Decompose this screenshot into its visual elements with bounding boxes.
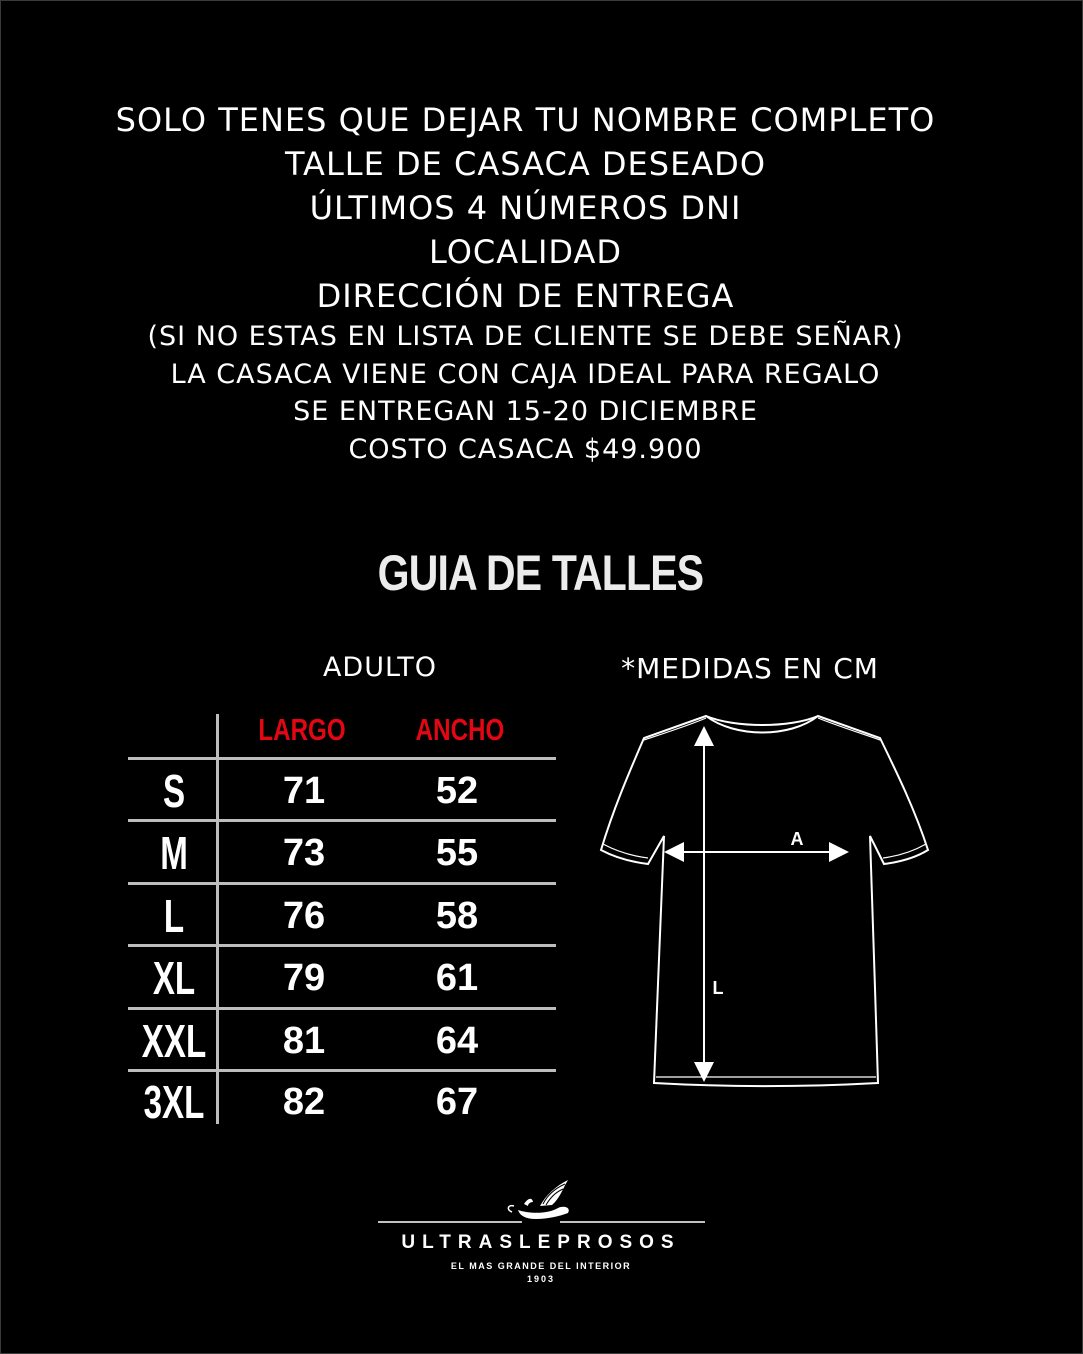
adult-label: ADULTO (322, 652, 438, 683)
tshirt-measurement-diagram (590, 708, 940, 1098)
size-label: XXL (141, 1015, 207, 1067)
table-row (0, 824, 600, 886)
largo-value: 76 (282, 895, 326, 937)
size-label: XL (152, 952, 196, 1004)
size-label: L (163, 890, 185, 942)
brand-tagline: EL MAS GRANDE DEL INTERIOR (450, 1261, 632, 1271)
column-header-ancho: ANCHO (415, 712, 505, 747)
instruction-line: DIRECCIÓN DE ENTREGA (316, 277, 735, 315)
ancho-value: 58 (435, 895, 479, 937)
size-label: 3XL (143, 1076, 205, 1128)
largo-value: 82 (282, 1081, 326, 1123)
ancho-value: 52 (435, 770, 479, 812)
largo-value: 79 (282, 957, 326, 999)
table-row (0, 887, 600, 949)
size-label: S (162, 765, 186, 817)
size-guide-title: GUIA DE TALLES (377, 545, 704, 601)
units-note: *MEDIDAS EN CM (621, 652, 879, 685)
order-instructions (0, 98, 1051, 468)
largo-value: 71 (282, 770, 326, 812)
largo-value: 73 (282, 832, 326, 874)
instruction-line: ÚLTIMOS 4 NÚMEROS DNI (309, 189, 742, 227)
instruction-line: TALLE DE CASACA DESEADO (284, 145, 766, 183)
brand-year: 1903 (526, 1274, 556, 1284)
table-row (0, 949, 600, 1011)
table-row (0, 762, 600, 824)
winged-lamp-icon (518, 1207, 569, 1219)
ancho-value: 64 (435, 1020, 479, 1062)
table-row (0, 1073, 600, 1135)
ancho-value: 61 (435, 957, 479, 999)
column-header-largo: LARGO (258, 712, 346, 747)
largo-value: 81 (282, 1020, 326, 1062)
length-marker: L (712, 978, 724, 998)
ancho-value: 67 (435, 1081, 479, 1123)
brand-name: ULTRASLEPROSOS (401, 1232, 681, 1253)
note-line: SE ENTREGAN 15-20 DICIEMBRE (293, 396, 758, 427)
price-line: COSTO CASACA $49.900 (348, 433, 703, 465)
size-label: M (160, 827, 188, 879)
table-row (0, 1012, 600, 1074)
width-marker: A (790, 829, 804, 849)
tshirt-outline-icon (601, 716, 928, 1086)
instruction-line: LOCALIDAD (429, 233, 622, 271)
ancho-value: 55 (435, 832, 479, 874)
table-divider (128, 757, 556, 760)
instruction-line: SOLO TENES QUE DEJAR TU NOMBRE COMPLETO (115, 101, 936, 139)
note-line: LA CASACA VIENE CON CAJA IDEAL PARA REGALO (170, 358, 881, 390)
note-line: (SI NO ESTAS EN LISTA DE CLIENTE SE DEBE SEÑAR) (147, 321, 904, 352)
